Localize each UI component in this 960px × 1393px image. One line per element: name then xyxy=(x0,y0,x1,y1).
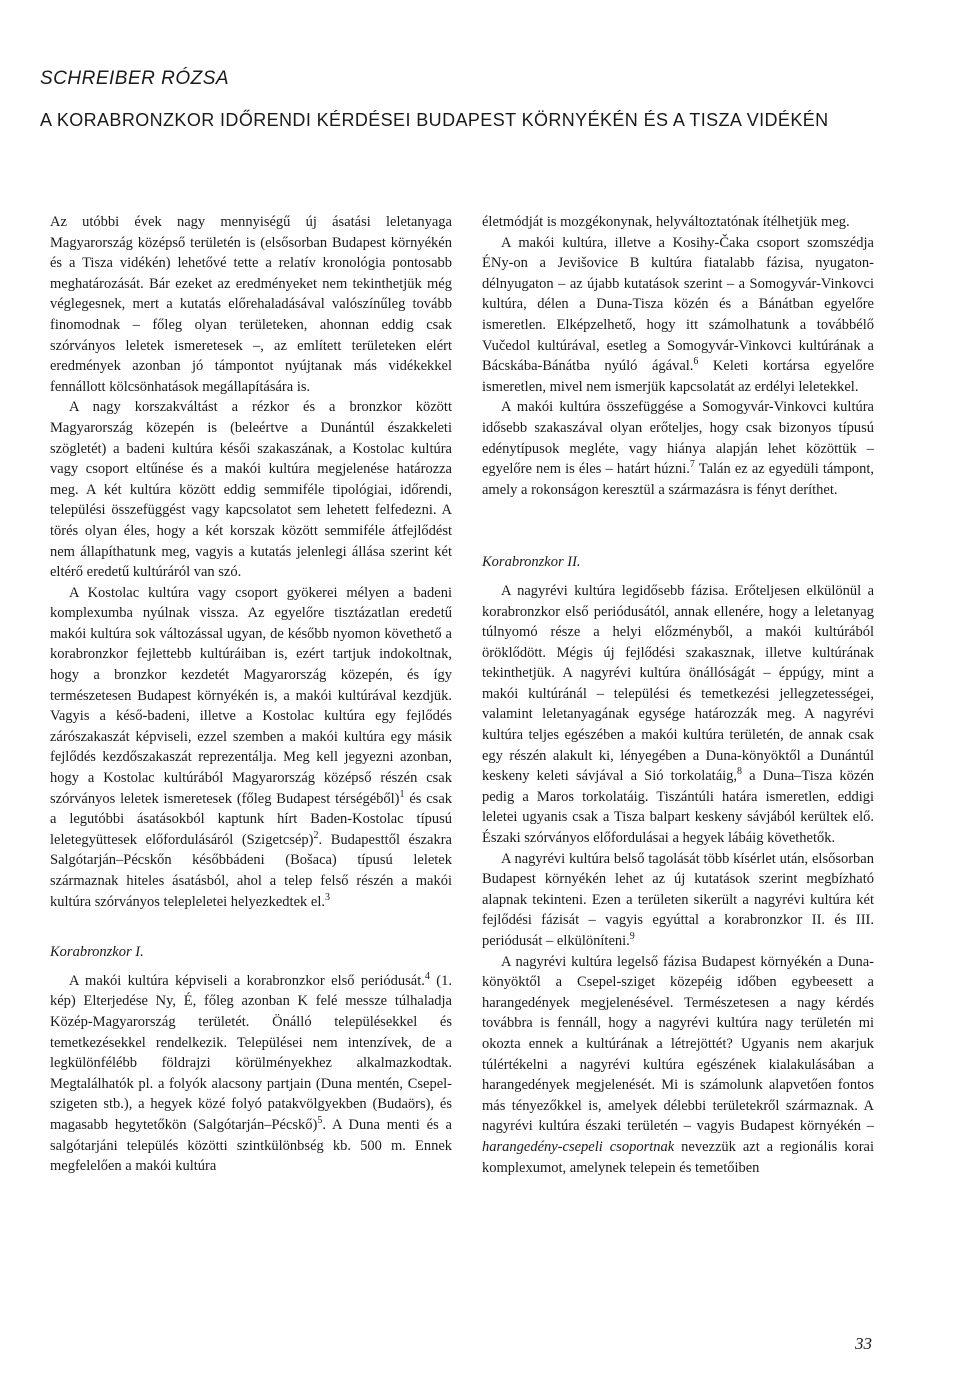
right-column xyxy=(482,212,874,1178)
paragraph: Az utóbbi évek nagy mennyiségű új ásatási leletanyaga Magyarország középső területén is (elsősorban Budapest környékén és a Tisza vidékén) lehetővé tette a relatív kronológia pontosabb meghatározását. Bár ezeket az eredményeket nem tekinthetjük még véglegesnek, mert a kutatás előrehaladásával valószínűleg tovább finomodnak – főleg olyan területeken, ahonnan eddig csak szórványos leletek ismeretesek –, az említett területeken elért eredmények azonban jó támpontot nyújtanak más vidékekkel fennállott kölcsönhatások megállapítására is. xyxy=(50,214,452,395)
text-run: és csak a legutóbbi ásatásokból kaptunk hírt Baden-Kostolac típusú leletegyüttesek előfordulásáról (Szigetcsép) xyxy=(50,790,453,848)
paragraph: A nagy korszakváltást a rézkor és a bronzkor között Magyarország közepén is (beleértve a Dunántúl északkeleti szögletét) a badeni kultúra késői szakaszának, a Kostolac kultúra vagy csoport eltűnése és a makói kultúra megjelenése határozza meg. A két kultúra között eddig semmiféle tipológiai, időrendi, települési összefüggést vagy kapcsolatot sem lehetett felfedezni. A törés olyan éles, hogy a két korszak között semmiféle átfejlődést nem állapíthatunk meg, vagyis a kutatás jelenlegi állása szerint két eltérő eredetű kultúráról van szó. xyxy=(50,399,452,581)
page-number: 33 xyxy=(855,1334,872,1353)
footnote-ref: 7 xyxy=(689,459,695,471)
text-run: A Kostolac kultúra vagy csoport gyökerei mélyen a badeni komplexumba nyúlnak vissza. Az egyelőre tisztázatlan eredetű makói kultúra sok változással ugyan, de később nyomon követhető a korabronzkor fejlettebb kultúráiban is, ezért tartjuk indokoltnak, hogy a bronzkor kezdetét Magyarország közepén, és így természetesen Budapest környékén is, a makói kultúrával kezdjük. Vagyis a késő-badeni, illetve a Kostolac kultúra egy fejlődés zárószakaszát képviseli, ezzel szemben a makói kultúra egy másik fejlődés kezdőszakaszát reprezentálja. Meg kell jegyezni azonban, hogy a Kostolac kultúrából Magyarország középső részén csak szórványos leletek ismeretesek (főleg Budapest térségéből) xyxy=(50,584,452,807)
footnote-ref: 6 xyxy=(693,356,699,368)
text-run: Talán ez az egyedüli támpont, amely a rokonságon keresztül a származásra is fényt deríthet. xyxy=(482,461,874,498)
footnote-ref: 3 xyxy=(324,891,330,903)
footnote-ref: 9 xyxy=(629,931,635,943)
footnote-ref: 5 xyxy=(317,1115,323,1127)
paragraph xyxy=(482,952,874,1179)
section-heading: Korabronzkor II. xyxy=(482,554,581,571)
emphasis-text: harangedény-csepeli csoportnak xyxy=(482,1138,675,1155)
text-run: Keleti kortársa egyelőre ismeretlen, mivel nem ismerjük kapcsolatát az erdélyi leletekkel. xyxy=(482,358,875,395)
text-run: . A Duna menti és a salgótarjáni település közötti szintkülönbség kb. 500 m. Ennek megfelelően a makói kultúra xyxy=(50,1116,452,1175)
text-run: (1. kép) Elterjedése Ny, É, főleg azonban K felé messze túlhaladja Közép-Magyarország területét. Önálló településekkel és temetkezésekkel rendelkezik. Települései nem intenzívek, de a legkülönfélébb földrajzi körülményekhez alkalmazkodtak. Megtalálhatók pl. a folyók alacsony partjain (Duna mentén, Csepel-szigeten stb.), a hegyek közé folyó patakvölgyekben (Budaörs), és magasabb hegytetőkön (Salgótarján–Pécskő) xyxy=(50,972,452,1133)
text-run: A nagyrévi kultúra legelső fázisa Budapest környékén a Duna-könyöktől a Csepel-sziget közepéig időben egybeesett a harangedények megjelenésével. Természetesen a nagy kérdés továbbra is fennáll, hogy a nagyrévi kultúra nagy területén mi okozta ennek a kultúrának a létrejöttét? Ugyanis nem akarjuk túlértékelni a nagyrévi kultúra egészének kialakulásában a harangedények megjelenését. Mi is számolunk alapvetően fontos más tényezőkkel is, amelyek délebbi területekről származnak. A nagyrévi kultúra északi területén – vagyis Budapest környékén – xyxy=(482,953,874,1135)
footnote-ref: 4 xyxy=(424,970,430,982)
text-run: a Duna–Tisza közén pedig a Maros torkolatáig. Tiszántúli határa ismeretlen, eddigi leletei ugyanis csak a Tisza balpart keskeny sávjából kerültek elő. Északi szórványos előfordulásai a hegyek lábáig követhetők. xyxy=(482,768,875,847)
text-run: A makói kultúra összefüggése a Somogyvár-Vinkovci kultúra idősebb szakaszával olyan erőteljes, hogy csak bizonyos típusú edénytípusok megléte, vagy hiánya alapján lehet közöttük – egyelőre nem is éles – határt húzni. xyxy=(482,399,874,478)
left-column xyxy=(50,212,452,1177)
paragraph xyxy=(482,849,874,952)
paragraph xyxy=(482,397,874,500)
footnote-ref: 8 xyxy=(737,766,743,778)
footnote-ref: 2 xyxy=(313,829,319,841)
section-heading: Korabronzkor I. xyxy=(50,944,144,961)
article-title: A KORABRONZKOR IDŐRENDI KÉRDÉSEI BUDAPEST KÖRNYÉKÉN ÉS A TISZA VIDÉKÉN xyxy=(40,110,829,130)
paragraph xyxy=(50,971,452,1177)
footnote-ref: 1 xyxy=(399,788,405,800)
author-name: SCHREIBER RÓZSA xyxy=(40,68,230,89)
paragraph: életmódját is mozgékonynak, helyváltoztatónak ítélhetjük meg. xyxy=(482,214,850,230)
text-run: A nagyrévi kultúra belső tagolását több kísérlet után, elsősorban Budapest környékén lehet az új kutatások szerint megbízható alapnak tekinteni. Ezen a területen sikerült a nagyrévi kultúra két fejlődési fázisát – vagyis egyúttal a korabronzkor II. és III. periódusát – elkülöníteni. xyxy=(482,850,874,949)
paragraph xyxy=(50,583,452,913)
text-run: A makói kultúra képviseli a korabronzkor első periódusát. xyxy=(69,972,425,989)
text-run: nevezzük azt a regionális korai komplexumot, amelynek telepein és temetőiben xyxy=(482,1138,874,1176)
text-run: A makói kultúra, illetve a Kosihy-Čaka csoport szomszédja ÉNy-on a Jevišovice B kultúra fiatalabb fázisa, nyugaton-délnyugaton – az újabb kutatások szerint – a Somogyvár-Vinkovci kultúra, délen a Duna-Tisza közén és a Bánátban egyelőre ismeretlen. Elképzelhető, hogy itt számolhatunk a továbbélő Vučedol kultúrával, esetleg a Somogyvár-Vinkovci kultúrának a Bácskába-Bánátba nyúló ágával. xyxy=(482,234,874,375)
text-run: . Budapesttől északra Salgótarján–Pécskőn későbbádeni (Bošaca) típusú leletek származnak hiteles ásatásból, ahol a telep felső részén a makói kultúra szórványos telepleletei helyezkedtek el. xyxy=(50,831,452,910)
paragraph xyxy=(482,233,874,398)
paragraph xyxy=(482,581,874,849)
text-run: A nagyrévi kultúra legidősebb fázisa. Erőteljesen elkülönül a korabronzkor első periódusától, annak ellenére, hogy a leletanyag túlnyomó része a helyi előzményből, a makói kultúrából öröklődött. Mégis új fejlődési szakasznak, illetve kultúrának tekinthetjük. A nagyrévi kultúra önállóságát – éppúgy, mint a makói kultúránál – települési és temetkezési jellegzetességei, valamint leletanyagának egysége határozzák meg. A nagyrévi kultúra teljes egészében a makói kultúra területén, de annak csak egy részén alakult ki, lényegében a Duna-könyöktől a Dunántúl keskeny keleti sávjával a Sió torkolatáig, xyxy=(482,582,874,785)
